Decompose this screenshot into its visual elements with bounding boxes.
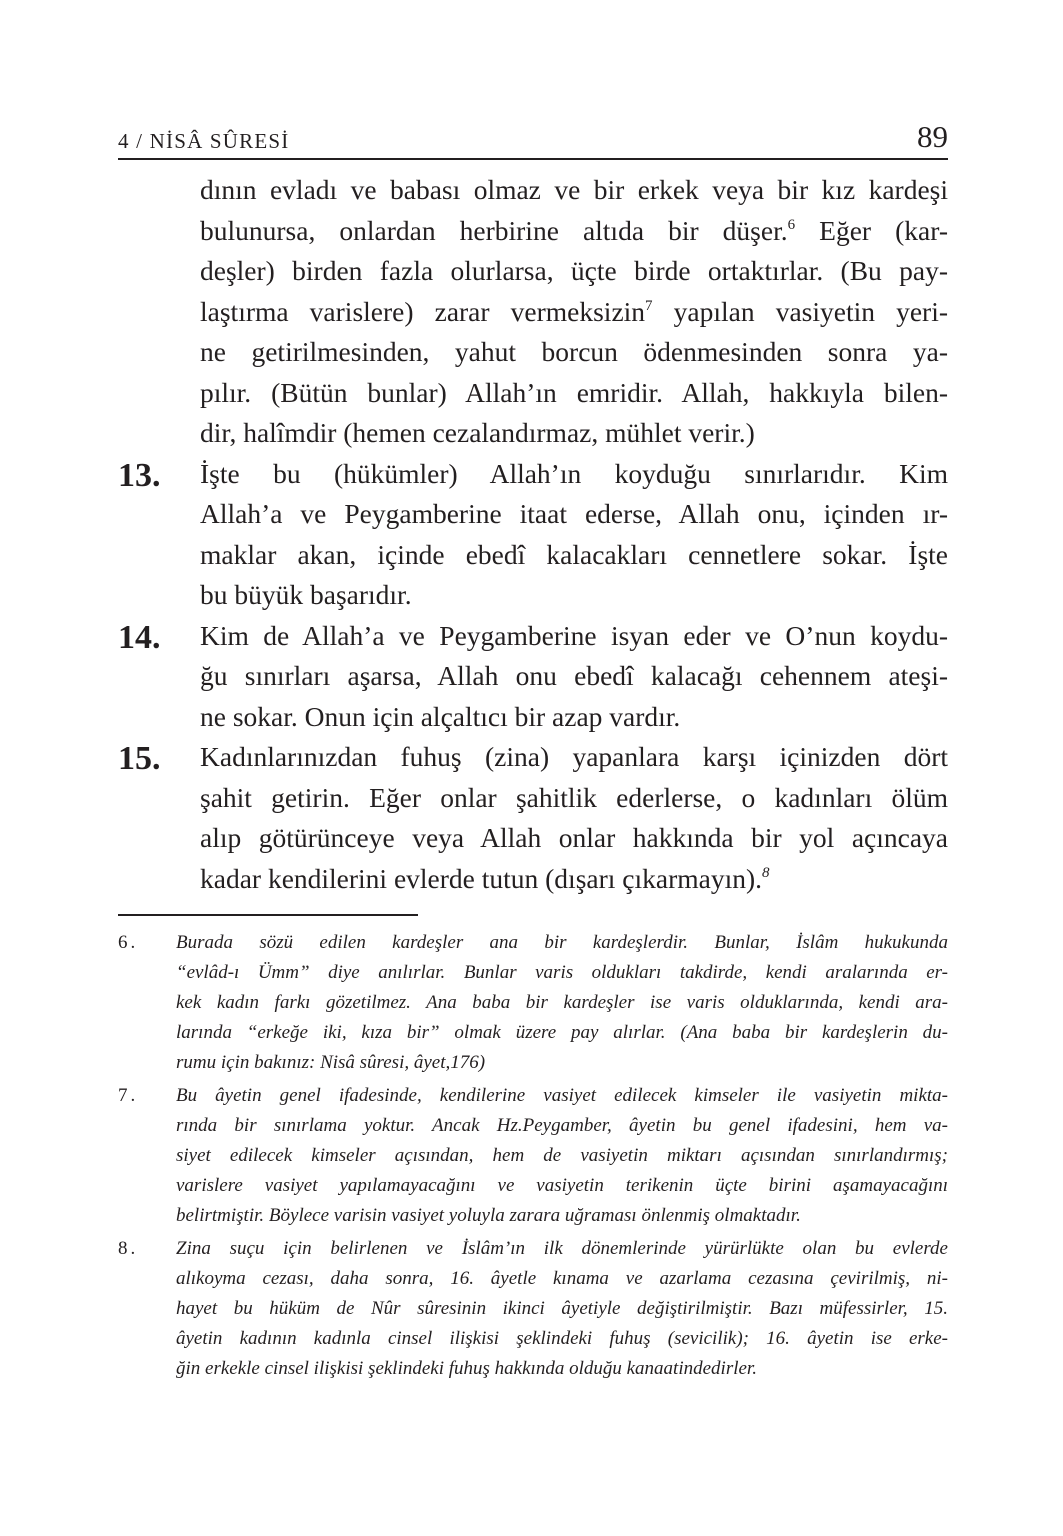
text-line: ne getirilmesinden, yahut borcun ödenmesinden sonra ya- — [200, 336, 948, 367]
text-line: şahit getirin. Eğer onlar şahitlik ederlerse, o kadınları ölüm — [200, 781, 948, 813]
footnote-line: Burada sözü edilen kardeşler ana bir kardeşlerdir. Bunlar, İslâm hukukunda — [176, 932, 948, 953]
text-line: ğu sınırları aşarsa, Allah onu ebedî kalacağı cehennem ateşi- — [200, 660, 948, 691]
text-line: Kadınlarınızdan fuhuş (zina) yapanlara karşı içinizden dört — [200, 741, 948, 772]
verse-14 — [118, 616, 948, 738]
text-line: İşte bu (hükümler) Allah’ın koyduğu sınırlarıdır. Kim — [200, 457, 948, 489]
footnote-line: “evlâd-ı Ümm” diye anılırlar. Bunlar varis oldukları takdirde, kendi aralarında er- — [176, 962, 948, 983]
verse-15 — [118, 737, 948, 899]
text-line: bu büyük başarıdır. — [200, 579, 412, 610]
footnote-7 — [118, 1081, 948, 1231]
footnote-mark[interactable]: 8 — [762, 864, 770, 881]
footnote-line: alıkoyma cezası, daha sonra, 16. âyetle kınama ve azarlama cezasına çevirilmiş, ni- — [176, 1268, 948, 1289]
text-line: maklar akan, içinde ebedî kalacakları cennetlere sokar. İşte — [200, 538, 948, 570]
footnote-number: 8. — [118, 1238, 139, 1259]
footnote-line: hayet bu hüküm de Nûr sûresinin ikinci âyetiyle değiştirilmiştir. Bazı müfessirler, 15. — [176, 1298, 948, 1319]
footnote-line: rında bir sınırlama yoktur. Ancak Hz.Peygamber, âyetin bu genel ifadesini, hem va- — [176, 1115, 948, 1136]
page-number: 89 — [917, 119, 948, 154]
footnote-line: larında “erkeğe iki, kıza bir” olmak üzere pay alırlar. (Ana baba bir kardeşlerin du- — [176, 1022, 948, 1043]
verse-12-continuation — [118, 170, 948, 454]
text-line: bulunursa, onlardan herbirine altıda bir düşer.$^6$ Eğer (kar- — [200, 214, 949, 246]
footnote-number: 6. — [118, 932, 139, 953]
text-line: pılır. (Bütün bunlar) Allah’ın emridir. Allah, hakkıyla bilen- — [200, 376, 948, 408]
footnote-line: belirtmiştir. Böylece varisin vasiyet yoluyla zarara uğraması önlenmiş olmaktadır. — [176, 1205, 801, 1226]
footnotes — [118, 928, 948, 1387]
running-header — [118, 110, 948, 160]
footnote-8 — [118, 1234, 948, 1384]
verse-number: 14. — [118, 618, 161, 656]
footnote-line: Bu âyetin genel ifadesinde, kendilerine vasiyet edilecek kimseler ile vasiyetin mikta- — [176, 1085, 948, 1106]
running-title: 4 / NİSÂ SÛRESİ — [118, 129, 290, 153]
footnote-mark[interactable]: 6 — [787, 216, 796, 233]
text-line: dının evladı ve babası olmaz ve bir erkek veya bir kız kardeşi — [200, 174, 948, 205]
footnote-line: kek kadın farkı gözetilmez. Ana baba bir kardeşler ise varis olduklarında, kendi ara- — [176, 992, 948, 1013]
verse-13 — [118, 454, 948, 616]
text-line: ne sokar. Onun için alçaltıcı bir azap vardır. — [200, 700, 681, 732]
footnote-6 — [118, 928, 948, 1078]
verse-number: 13. — [118, 456, 161, 494]
text-line: Allah’a ve Peygamberine itaat ederse, Allah onu, içinden ır- — [200, 498, 948, 529]
text-line: dir, halîmdir (hemen cezalandırmaz, mühlet verir.) — [200, 417, 755, 448]
footnote-line: âyetin kadının kadınla cinsel ilişkisi şeklindeki fuhuş (sevicilik); 16. âyetin ise erke- — [176, 1328, 948, 1349]
footnote-mark[interactable]: 7 — [645, 297, 653, 314]
footnote-line: ğin erkekle cinsel ilişkisi şeklindeki fuhuş hakkında olduğu kanaatindedirler. — [176, 1358, 757, 1379]
footnote-line: varislere vasiyet yapılamayacağını ve vasiyetin terikenin üçte birini aşamayacağını — [176, 1175, 948, 1196]
footnote-line: siyet edilecek kimseler açısından, hem de vasiyetin miktarı açısından sınırlandırmış; — [176, 1145, 948, 1166]
text-line: alıp götürünceye veya Allah onlar hakkında bir yol açıncaya — [200, 822, 948, 853]
text-line: deşler) birden fazla olurlarsa, üçte birde ortaktırlar. (Bu pay- — [200, 255, 948, 286]
text-line: laştırma varislere) zarar vermeksizin$^7$ yapılan vasiyetin yeri- — [200, 295, 948, 327]
text-line: kadar kendilerini evlerde tutun (dışarı çıkarmayın).$^8$ — [200, 862, 770, 894]
footnote-line: Zina suçu için belirlenen ve İslâm’ın ilk dönemlerinde yürürlükte olan bu evlerde — [176, 1238, 948, 1259]
footnote-line: rumu için bakınız: Nisâ sûresi, âyet,176) — [176, 1052, 486, 1073]
footnote-divider — [118, 914, 418, 916]
verse-number: 15. — [118, 740, 161, 777]
text-line: Kim de Allah’a ve Peygamberine isyan eder ve O’nun koydu- — [200, 619, 948, 651]
footnote-number: 7. — [118, 1085, 139, 1106]
main-text — [118, 170, 948, 899]
